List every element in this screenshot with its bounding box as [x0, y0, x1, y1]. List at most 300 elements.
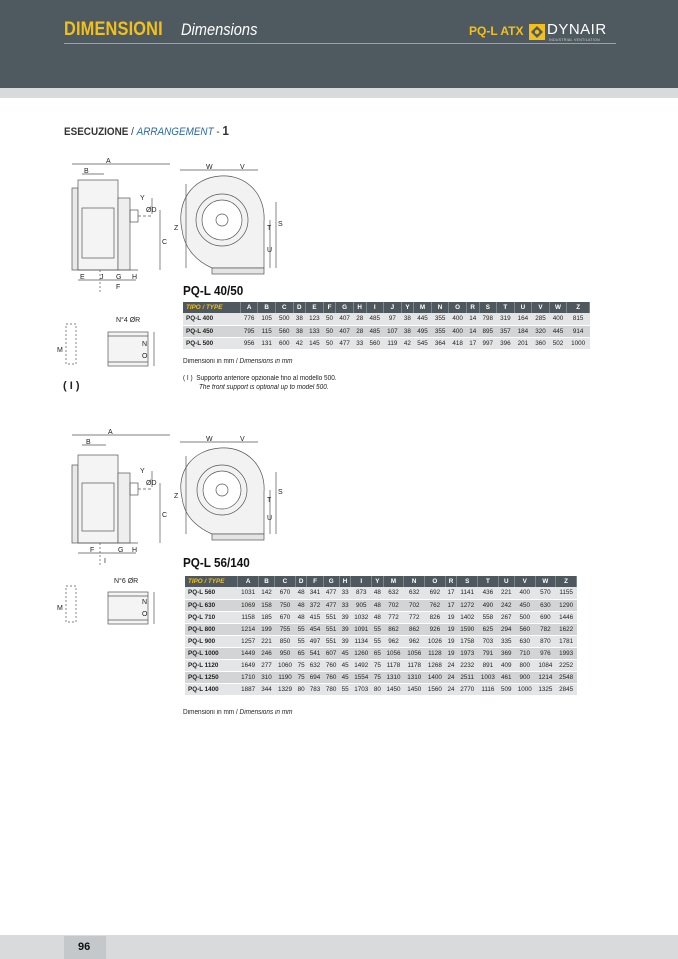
column-header-s: S — [457, 576, 478, 587]
dim2-label-o: O — [142, 611, 148, 618]
table-row — [185, 635, 577, 647]
value-cell: 1260 — [351, 647, 372, 659]
value-cell: 1060 — [275, 659, 296, 671]
value-cell: 772 — [383, 611, 404, 623]
column-header-h: H — [353, 302, 366, 313]
value-cell: 75 — [295, 659, 307, 671]
support-note-mark: ( I ) — [183, 375, 193, 382]
logo-wordmark: DYNAIR — [547, 21, 607, 38]
value-cell: 795 — [240, 325, 258, 337]
value-cell: 1190 — [275, 671, 296, 683]
value-cell: 776 — [240, 313, 258, 325]
logo-tagline: INDUSTRIAL VENTILATION — [549, 38, 600, 42]
dim2-label-i: I — [104, 558, 106, 565]
value-cell: 1116 — [478, 683, 499, 695]
value-cell: 115 — [258, 325, 276, 337]
table2-unit-note-en: Dimensions in mm — [239, 709, 293, 716]
value-cell: 1560 — [425, 683, 446, 695]
value-cell: 558 — [478, 611, 499, 623]
value-cell: 369 — [498, 647, 514, 659]
dim2-label-d: ØD — [146, 480, 157, 487]
column-header-z: Z — [556, 576, 577, 587]
holes-label-1: N°4 ØR — [116, 317, 141, 324]
value-cell: 407 — [336, 313, 354, 325]
value-cell: 55 — [339, 683, 351, 695]
value-cell: 497 — [307, 635, 323, 647]
support-note-en — [199, 384, 329, 391]
value-cell: 1649 — [238, 659, 259, 671]
dim-label-m: M — [57, 347, 63, 354]
value-cell: 107 — [384, 325, 402, 337]
value-cell: 1402 — [457, 611, 478, 623]
value-cell: 1272 — [457, 599, 478, 611]
value-cell: 891 — [478, 659, 499, 671]
front-view-drawing-1 — [172, 160, 292, 278]
value-cell: 1310 — [404, 671, 425, 683]
value-cell: 48 — [295, 611, 307, 623]
column-header-u: U — [514, 302, 532, 313]
value-cell: 445 — [549, 325, 567, 337]
dim-label-t: T — [267, 225, 272, 232]
table-row — [185, 683, 577, 695]
value-cell: 277 — [258, 659, 274, 671]
value-cell: 997 — [479, 337, 497, 349]
value-cell: 1069 — [238, 599, 259, 611]
column-header-d: D — [293, 302, 306, 313]
value-cell: 2548 — [556, 671, 577, 683]
value-cell: 509 — [498, 683, 514, 695]
value-cell: 221 — [258, 635, 274, 647]
column-header-v: V — [532, 302, 550, 313]
column-header-m: M — [414, 302, 432, 313]
value-cell: 1450 — [383, 683, 404, 695]
value-cell: 400 — [449, 325, 467, 337]
dim2-label-v: V — [240, 436, 245, 443]
value-cell: 310 — [258, 671, 274, 683]
column-header-i: I — [366, 302, 384, 313]
value-cell: 48 — [295, 587, 307, 599]
value-cell: 65 — [295, 647, 307, 659]
value-cell: 17 — [445, 599, 457, 611]
column-header-g: G — [323, 576, 339, 587]
value-cell: 780 — [323, 683, 339, 695]
value-cell: 900 — [514, 671, 535, 683]
column-header-j: J — [384, 302, 402, 313]
value-cell: 541 — [307, 647, 323, 659]
value-cell: 862 — [404, 623, 425, 635]
value-cell: 950 — [275, 647, 296, 659]
value-cell: 905 — [351, 599, 372, 611]
table1-title: PQ-L 40/50 — [183, 283, 244, 298]
value-cell: 502 — [549, 337, 567, 349]
value-cell: 2252 — [556, 659, 577, 671]
value-cell: 45 — [339, 659, 351, 671]
value-cell: 445 — [414, 313, 432, 325]
dim-label-y: Y — [140, 195, 145, 202]
dim2-label-c: C — [162, 512, 168, 519]
table1-unit-note-sep: / — [234, 358, 240, 365]
value-cell: 2845 — [556, 683, 577, 695]
value-cell: 1000 — [514, 683, 535, 695]
column-header-v: V — [514, 576, 535, 587]
value-cell: 48 — [372, 599, 384, 611]
column-header-w: W — [549, 302, 567, 313]
value-cell: 185 — [258, 611, 274, 623]
value-cell: 760 — [323, 671, 339, 683]
column-header-h: H — [339, 576, 351, 587]
value-cell: 560 — [366, 337, 384, 349]
value-cell: 1214 — [535, 671, 556, 683]
dim-label-z: Z — [174, 225, 179, 232]
value-cell: 39 — [339, 611, 351, 623]
column-header-f: F — [307, 576, 323, 587]
column-header-a: A — [240, 302, 258, 313]
value-cell: 145 — [306, 337, 324, 349]
value-cell: 1056 — [404, 647, 425, 659]
value-cell: 400 — [514, 587, 535, 599]
arrangement-label-en: ARRANGEMENT — [136, 126, 214, 138]
value-cell: 45 — [339, 647, 351, 659]
dim-label-n: N — [142, 341, 148, 348]
column-header-y: Y — [401, 302, 414, 313]
model-cell: PQ-L 900 — [185, 635, 238, 647]
value-cell: 1128 — [425, 647, 446, 659]
arrangement-label-it: ESECUZIONE — [64, 126, 129, 138]
value-cell: 48 — [372, 611, 384, 623]
value-cell: 1032 — [351, 611, 372, 623]
column-header-b: B — [258, 576, 274, 587]
dim2-label-n: N — [142, 599, 148, 606]
value-cell: 1710 — [238, 671, 259, 683]
value-cell: 65 — [372, 647, 384, 659]
value-cell: 38 — [401, 325, 414, 337]
value-cell: 19 — [445, 647, 457, 659]
value-cell: 798 — [479, 313, 497, 325]
value-cell: 551 — [323, 635, 339, 647]
value-cell: 815 — [567, 313, 590, 325]
value-cell: 19 — [445, 611, 457, 623]
column-header-f: F — [323, 302, 336, 313]
value-cell: 221 — [498, 587, 514, 599]
value-cell: 962 — [404, 635, 425, 647]
value-cell: 396 — [497, 337, 515, 349]
value-cell: 1993 — [556, 647, 577, 659]
value-cell: 1178 — [383, 659, 404, 671]
table-row — [185, 659, 577, 671]
value-cell: 355 — [431, 325, 449, 337]
value-cell: 1703 — [351, 683, 372, 695]
value-cell: 1400 — [425, 671, 446, 683]
value-cell: 55 — [372, 635, 384, 647]
table-row — [185, 671, 577, 683]
support-note-en-text: The front support is optional up to model 500. — [199, 384, 329, 391]
dim2-label-t: T — [267, 497, 272, 504]
dim-label-e: E — [80, 274, 85, 281]
table-row — [185, 599, 577, 611]
dynair-logo-icon — [529, 24, 545, 40]
value-cell: 782 — [535, 623, 556, 635]
model-cell: PQ-L 500 — [183, 337, 240, 349]
value-cell: 1091 — [351, 623, 372, 635]
value-cell: 962 — [383, 635, 404, 647]
value-cell: 267 — [498, 611, 514, 623]
page-subtitle: Dimensions — [181, 20, 258, 39]
value-cell: 495 — [414, 325, 432, 337]
value-cell: 75 — [372, 659, 384, 671]
dim-label-w: W — [206, 164, 213, 171]
table2-unit-note — [183, 709, 293, 716]
dim2-label-s: S — [278, 489, 283, 496]
value-cell: 461 — [498, 671, 514, 683]
value-cell: 184 — [514, 325, 532, 337]
value-cell: 1554 — [351, 671, 372, 683]
value-cell: 1031 — [238, 587, 259, 599]
value-cell: 632 — [404, 587, 425, 599]
header-band — [0, 88, 678, 98]
value-cell: 38 — [401, 313, 414, 325]
value-cell: 131 — [258, 337, 276, 349]
column-header-n: N — [431, 302, 449, 313]
column-header-t: T — [478, 576, 499, 587]
value-cell: 772 — [404, 611, 425, 623]
value-cell: 485 — [366, 325, 384, 337]
column-header-m: M — [383, 576, 404, 587]
dim-label-v: V — [240, 164, 245, 171]
value-cell: 914 — [567, 325, 590, 337]
model-cell: PQ-L 630 — [185, 599, 238, 611]
value-cell: 1158 — [238, 611, 259, 623]
page-title: DIMENSIONI — [64, 19, 163, 40]
product-series: PQ-L ATX — [469, 24, 524, 38]
arrangement-heading — [64, 123, 229, 138]
dim2-label-g: G — [118, 547, 124, 554]
value-cell: 199 — [258, 623, 274, 635]
value-cell: 702 — [404, 599, 425, 611]
value-cell: 1084 — [535, 659, 556, 671]
value-cell: 19 — [445, 623, 457, 635]
value-cell: 50 — [323, 337, 336, 349]
value-cell: 33 — [339, 599, 351, 611]
value-cell: 750 — [275, 599, 296, 611]
value-cell: 485 — [366, 313, 384, 325]
support-mark: ( I ) — [63, 380, 80, 392]
table-row — [185, 623, 577, 635]
header-rule — [64, 43, 616, 44]
value-cell: 242 — [498, 599, 514, 611]
value-cell: 294 — [498, 623, 514, 635]
column-header-g: G — [336, 302, 354, 313]
value-cell: 436 — [478, 587, 499, 599]
value-cell: 1290 — [556, 599, 577, 611]
value-cell: 1622 — [556, 623, 577, 635]
value-cell: 39 — [339, 623, 351, 635]
value-cell: 28 — [353, 313, 366, 325]
dim-label-j: J — [100, 274, 104, 281]
value-cell: 285 — [532, 313, 550, 325]
value-cell: 39 — [339, 635, 351, 647]
value-cell: 1134 — [351, 635, 372, 647]
dim2-label-b: B — [86, 439, 91, 446]
value-cell: 1268 — [425, 659, 446, 671]
column-header-u: U — [498, 576, 514, 587]
value-cell: 1492 — [351, 659, 372, 671]
value-cell: 1141 — [457, 587, 478, 599]
value-cell: 477 — [323, 599, 339, 611]
table2-unit-note-sep: / — [234, 709, 240, 716]
column-header-c: C — [275, 576, 296, 587]
value-cell: 344 — [258, 683, 274, 695]
model-cell: PQ-L 1000 — [185, 647, 238, 659]
value-cell: 33 — [339, 587, 351, 599]
value-cell: 320 — [532, 325, 550, 337]
value-cell: 1257 — [238, 635, 259, 647]
column-header-d: D — [295, 576, 307, 587]
value-cell: 48 — [295, 599, 307, 611]
value-cell: 800 — [514, 659, 535, 671]
value-cell: 895 — [479, 325, 497, 337]
value-cell: 319 — [497, 313, 515, 325]
table-row — [183, 325, 590, 337]
column-header-r: R — [445, 576, 457, 587]
value-cell: 477 — [323, 587, 339, 599]
dim-label-o: O — [142, 353, 148, 360]
value-cell: 55 — [372, 623, 384, 635]
page-number: 96 — [64, 936, 106, 959]
dim-label-c: C — [162, 239, 168, 246]
value-cell: 17 — [466, 337, 479, 349]
value-cell: 1758 — [457, 635, 478, 647]
model-cell: PQ-L 450 — [183, 325, 240, 337]
dim-label-b: B — [84, 168, 89, 175]
table-row — [183, 337, 590, 349]
dim2-label-a: A — [108, 429, 113, 436]
value-cell: 956 — [240, 337, 258, 349]
table1-header-row — [183, 302, 590, 313]
value-cell: 755 — [275, 623, 296, 635]
flange-view-drawing-1 — [54, 310, 164, 380]
value-cell: 607 — [323, 647, 339, 659]
side-view-drawing-1 — [60, 158, 180, 293]
value-cell: 1155 — [556, 587, 577, 599]
value-cell: 2770 — [457, 683, 478, 695]
value-cell: 690 — [535, 611, 556, 623]
model-cell: PQ-L 800 — [185, 623, 238, 635]
column-header-i: I — [351, 576, 372, 587]
value-cell: 551 — [323, 623, 339, 635]
value-cell: 19 — [445, 635, 457, 647]
column-header-c: C — [275, 302, 293, 313]
value-cell: 703 — [478, 635, 499, 647]
value-cell: 1449 — [238, 647, 259, 659]
value-cell: 50 — [323, 313, 336, 325]
value-cell: 1887 — [238, 683, 259, 695]
value-cell: 42 — [293, 337, 306, 349]
value-cell: 335 — [498, 635, 514, 647]
value-cell: 2232 — [457, 659, 478, 671]
value-cell: 2511 — [457, 671, 478, 683]
dim-label-f: F — [116, 284, 121, 291]
model-cell: PQ-L 1120 — [185, 659, 238, 671]
value-cell: 1214 — [238, 623, 259, 635]
value-cell: 1781 — [556, 635, 577, 647]
table2-unit-note-it: Dimensioni in mm — [183, 709, 235, 716]
column-header-s: S — [479, 302, 497, 313]
value-cell: 400 — [549, 313, 567, 325]
column-header-b: B — [258, 302, 276, 313]
value-cell: 80 — [295, 683, 307, 695]
column-header-o: O — [449, 302, 467, 313]
dim2-label-f: F — [90, 547, 95, 554]
value-cell: 783 — [307, 683, 323, 695]
value-cell: 48 — [372, 587, 384, 599]
value-cell: 14 — [466, 325, 479, 337]
value-cell: 357 — [497, 325, 515, 337]
value-cell: 670 — [275, 611, 296, 623]
model-cell: PQ-L 1400 — [185, 683, 238, 695]
value-cell: 75 — [372, 671, 384, 683]
value-cell: 551 — [323, 611, 339, 623]
dim-label-u: U — [267, 247, 273, 254]
value-cell: 38 — [293, 313, 306, 325]
value-cell: 1310 — [383, 671, 404, 683]
value-cell: 24 — [445, 659, 457, 671]
value-cell: 133 — [306, 325, 324, 337]
value-cell: 976 — [535, 647, 556, 659]
dim2-label-u: U — [267, 515, 273, 522]
value-cell: 24 — [445, 671, 457, 683]
side-view-drawing-2 — [60, 425, 180, 565]
table-row — [185, 611, 577, 623]
value-cell: 201 — [514, 337, 532, 349]
value-cell: 1178 — [404, 659, 425, 671]
value-cell: 415 — [307, 611, 323, 623]
table2-title: PQ-L 56/140 — [183, 555, 250, 570]
value-cell: 760 — [323, 659, 339, 671]
dim2-label-h: H — [132, 547, 138, 554]
dim-label-d: ØD — [146, 207, 157, 214]
value-cell: 1590 — [457, 623, 478, 635]
table-row — [185, 647, 577, 659]
value-cell: 862 — [383, 623, 404, 635]
value-cell: 142 — [258, 587, 274, 599]
value-cell: 409 — [498, 659, 514, 671]
value-cell: 630 — [535, 599, 556, 611]
dim-label-h: H — [132, 274, 138, 281]
page-header — [0, 0, 678, 88]
value-cell: 1329 — [275, 683, 296, 695]
table1-unit-note-it: Dimensioni in mm — [183, 358, 235, 365]
column-header-z: Z — [567, 302, 590, 313]
column-header-y: Y — [372, 576, 384, 587]
value-cell: 630 — [514, 635, 535, 647]
table2-header-row — [185, 576, 577, 587]
dim2-label-m: M — [57, 605, 63, 612]
value-cell: 355 — [431, 313, 449, 325]
value-cell: 870 — [535, 635, 556, 647]
value-cell: 1325 — [535, 683, 556, 695]
value-cell: 80 — [372, 683, 384, 695]
value-cell: 632 — [307, 659, 323, 671]
value-cell: 364 — [431, 337, 449, 349]
value-cell: 42 — [401, 337, 414, 349]
value-cell: 1003 — [478, 671, 499, 683]
column-header-a: A — [238, 576, 259, 587]
model-cell: PQ-L 560 — [185, 587, 238, 599]
value-cell: 1056 — [383, 647, 404, 659]
value-cell: 50 — [323, 325, 336, 337]
dimensions-table-56-140 — [185, 576, 577, 696]
value-cell: 632 — [383, 587, 404, 599]
